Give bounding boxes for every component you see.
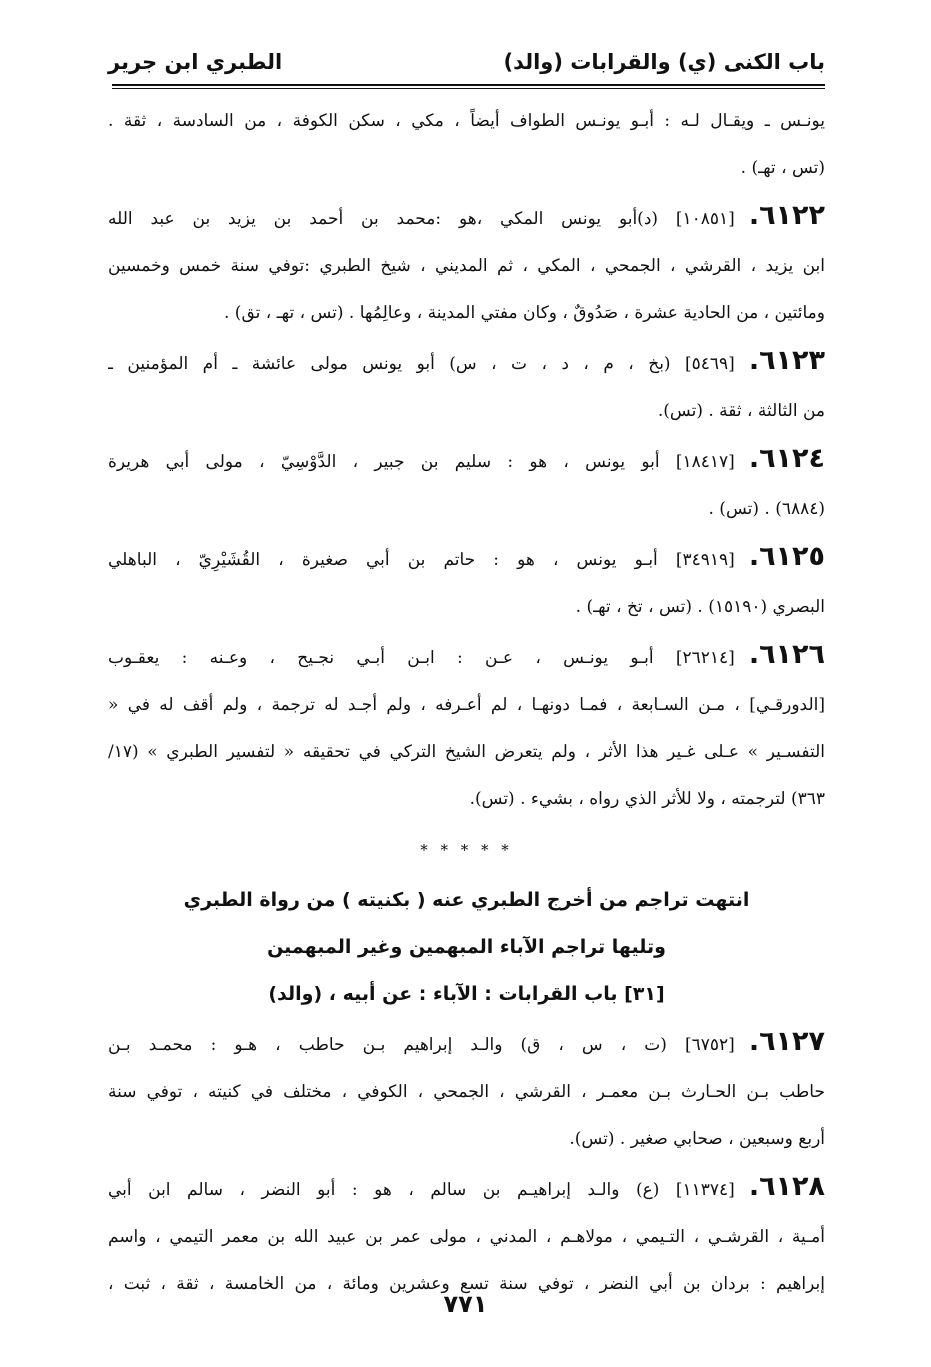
text-line: إبراهيم : بردان بن أبي النضر ، توفي سنة تسع وعشرين ومائة ، من الخامسة ، ثقة ، ثبت ، [108,1274,825,1294]
entry-number: ٦١٢٤. [748,443,825,474]
entry-text: [٦٧٥٢] (ت ، س ، ق) والـد إبراهيم بـن حاطب ، هـو : محمـد بـن [108,1035,735,1055]
page-number: ٧٧١ [443,1290,488,1318]
text-line: البصري (١٥١٩٠) . (تس ، تخ ، تهـ) . [575,597,825,617]
header-rule [112,84,825,86]
text-line: ومائتين ، من الحادية عشرة ، صَدُوقٌ ، وكان مفتي المدينة ، وعالِمُها . (تس ، تهـ ، تق) . [224,303,825,323]
text-line: من الثالثة ، ثقة . (تس). [657,401,825,421]
entry-number: ٦١٢٥. [748,541,825,572]
section-heading: انتهت تراجم من أخرج الطبري عنه ( بكنيته ) من رواة الطبري [183,889,750,911]
entry-6122-line [108,192,825,243]
entry-text: [١٨٤١٧] أبو يونس ، هو : سليم بن جبير ، الدَّوْسِيّ ، مولى أبي هريرة [108,452,735,472]
text-line: التفسـير » عـلى غـير هذا الأثر ، ولم يتعرض الشيخ التركي في تحقيقه « لتفسير الطبري » (١٧/ [108,742,825,762]
text-line: يونـس ـ ويقـال لـه : أبـو يونـس الطواف أيضاً ، مكي ، سكن الكوفة ، من السادسة ، ثقة . [108,111,825,131]
entry-text: [٥٤٦٩] (بخ ، م ، د ، ت ، س) أبو يونس مولى عائشة ـ أم المؤمنين ـ [108,354,735,374]
text-line: حاطب بـن الحـارث بـن معمـر ، القرشي ، الجمحي ، الكوفي ، مختلف في كنيته ، توفي سنة [108,1082,825,1102]
entry-number: ٦١٢٣. [748,345,825,376]
entry-6123-line [108,337,825,388]
entry-6125-line [108,533,825,584]
chapter-heading: [٣١] باب القرابات : الآباء : عن أبيه ، (والد) [268,983,665,1005]
entry-number: ٦١٢٦. [748,639,825,670]
entry-number: ٦١٢٨. [748,1171,825,1202]
text-line: [الدورقـي] ، مـن السـابعة ، فمـا دونهـا ، لم أعـرفه ، ولم أجـد له ترجمة ، ولم أقف له في « [108,695,825,715]
text-line: (تس ، تهـ) . [740,158,825,178]
running-header [108,44,825,80]
entry-text: [٣٤٩١٩] أبـو يونس ، هو : حاتم بن أبي صغيرة ، القُشَيْرِيّ ، الباهلي [108,550,735,570]
text-line: ابن يزيد ، القرشي ، الجمحي ، المكي ، ثم المديني ، شيخ الطبري :توفي سنة خمس وخمسين [108,256,825,276]
entry-6124-line [108,435,825,486]
entry-6127-line [108,1018,825,1069]
page-body [108,98,825,1308]
entry-text: [٢٦٢١٤] أبـو يونـس ، عـن : ابـن أبـي نجـيح ، وعـنه : يعقـوب [108,648,735,668]
text-line: ٣٦٣) لترجمته ، ولا للأثر الذي رواه ، بشيء . (تس). [469,789,825,809]
entry-number: ٦١٢٢. [748,200,825,231]
text-line: أمـية ، القرشـي ، التـيمي ، مولاهـم ، المدني ، مولى عمر بن عبيد الله بن معمر التيمي ، واسم [108,1227,825,1247]
header-chapter-title: باب الكنى (ي) والقرابات (والد) [503,50,825,74]
entry-text: [١٠٨٥١] (د)أبو يونس المكي ،هو :محمد بن أحمد بن يزيد بن عبد الله [108,209,735,229]
entry-number: ٦١٢٧. [748,1026,825,1057]
text-line: (٦٨٨٤) . (تس) . [708,499,825,519]
header-book-title: الطبري ابن جرير [108,50,283,74]
section-subheading: وتليها تراجم الآباء المبهمين وغير المبهمين [267,936,666,958]
header-rule-thin [112,88,825,89]
section-separator: * * * * * [420,841,513,859]
entry-6126-line [108,631,825,682]
entry-text: [١١٣٧٤] (ع) والـد إبراهيـم بن سالم ، هو : أبو النضر ، سالم ابن أبي [108,1180,735,1200]
entry-6128-line [108,1163,825,1214]
text-line: أربع وسبعين ، صحابي صغير . (تس). [569,1129,825,1149]
